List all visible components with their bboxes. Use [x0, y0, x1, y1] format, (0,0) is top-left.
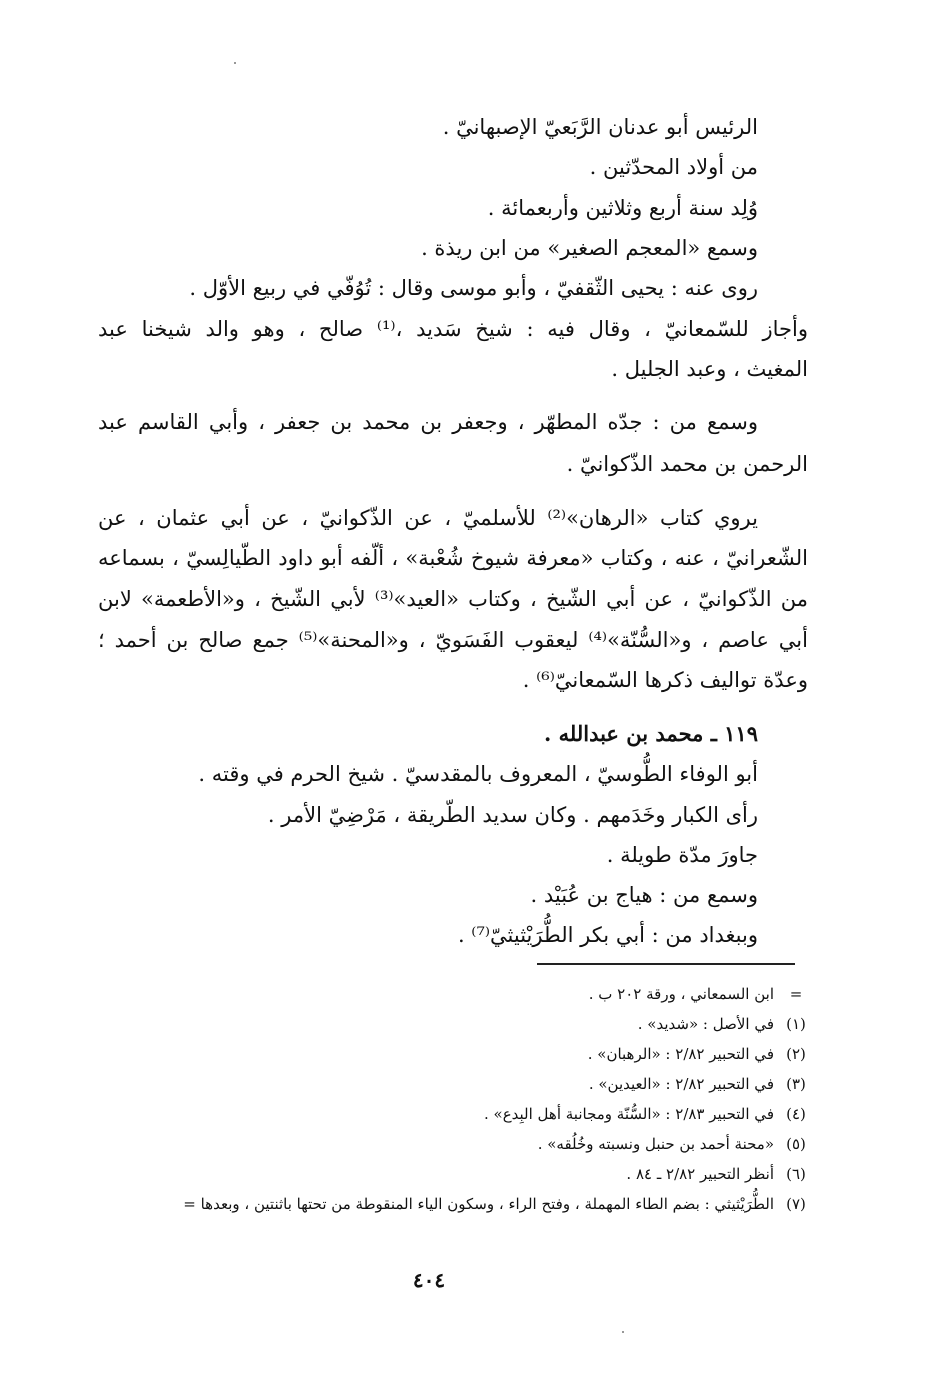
text-line: أبي عاصم ، و«السُّنّة»⁽⁴⁾ ليعقوب الفَسَويّ ، و«المحنة»⁽⁵⁾ جمع صالح بن أحمد ؛ [98, 628, 808, 652]
footnote [589, 982, 818, 1006]
footnote [626, 1162, 818, 1186]
footnote-number: (٢) [786, 1045, 806, 1063]
text-line: جاورَ مدّة طويلة . [606, 843, 758, 867]
footnote [588, 1042, 818, 1066]
scan-speck [622, 1331, 624, 1333]
footnote-number: = [789, 985, 803, 1003]
footnote-text: في التحبير ٢/٨٢ : «الرهبان» . [587, 1045, 774, 1063]
text-line: وُلِد سنة أربع وثلاثين وأربعمائة . [487, 196, 758, 220]
footnote-text: في الأصل : «شديد» . [637, 1015, 774, 1033]
footnote [183, 1192, 818, 1216]
text-line: الرئيس أبو عدنان الرَّبَعيّ الإصبهانيّ . [442, 115, 758, 139]
footnote-number: (٤) [786, 1105, 806, 1123]
text-line: يروي كتاب «الرهان»⁽²⁾ للأسلميّ ، عن الذّكوانيّ ، عن أبي عثمان ، عن [98, 506, 758, 530]
footnote-number: (٥) [786, 1135, 806, 1153]
footnote-number: (٦) [786, 1165, 806, 1183]
footnote [538, 1132, 818, 1156]
footnote-number: (١) [786, 1015, 806, 1033]
text-line: رأى الكبار وخَدَمهم . وكان سديد الطّريقة ، مَرْضِيّ الأمر . [267, 803, 758, 827]
page-number: ٤٠٤ [412, 1268, 446, 1292]
footnote-text: الطُّرَيْثيثي : بضم الطاء المهملة ، وفتح الراء ، وسكون الياء المنقوطة من تحتها باثنتين ، وبعدها = [183, 1195, 774, 1213]
text-line: الرحمن بن محمد الذّكوانيّ . [566, 452, 808, 476]
footnote-text: في التحبير ٢/٨٢ : «العيدين» . [588, 1075, 774, 1093]
text-line: وسمع من : جدّه المطهّر ، وجعفر بن محمد بن جعفر ، وأبي القاسم عبد [98, 410, 758, 434]
text-line: وأجاز للسّمعانيّ ، وقال فيه : شيخ سَديد ،⁽¹⁾ صالح ، وهو والد شيخنا عبد [98, 317, 808, 341]
footnote-number: (٧) [786, 1195, 806, 1213]
footnote-text: ابن السمعاني ، ورقة ٢٠٢ ب . [588, 985, 774, 1003]
footnote-separator [537, 963, 795, 965]
text-line: وعدّة تواليف ذكرها السّمعانيّ⁽⁶⁾ . [522, 668, 808, 692]
text-line: من أولاد المحدّثين . [589, 155, 758, 179]
text-line: المغيث ، وعبد الجليل . [611, 357, 808, 381]
text-line: وسمع من : هياج بن عُبَيْد . [530, 883, 758, 907]
text-line: الشّعرانيّ ، عنه ، وكتاب «معرفة شيوخ شُعْبة» ، ألّفه أبو داود الطّيالِسيّ ، بسماعه [98, 546, 808, 570]
footnote [638, 1012, 818, 1036]
scan-speck [234, 62, 236, 64]
entry-heading: ١١٩ ـ محمد بن عبدالله . [544, 721, 758, 746]
footnote-text: «محنة أحمد بن حنبل ونسبته وخُلُقه» . [537, 1135, 774, 1153]
text-line: وسمع «المعجم الصغير» من ابن ريذة . [421, 236, 758, 260]
footnote-text: في التحبير ٢/٨٣ : «السُّنّة ومجانبة أهل البِدع» . [483, 1105, 774, 1123]
footnote [589, 1072, 818, 1096]
text-line: من الذّكوانيّ ، عن أبي الشّيخ ، وكتاب «العيد»⁽³⁾ لأبي الشّيخ ، و«الأطعمة» لابن [98, 587, 808, 611]
footnote-text: أنظر التحبير ٢/٨٢ ـ ٨٤ . [626, 1165, 774, 1183]
text-line: وببغداد من : أبي بكر الطُّرَيْثيثيّ⁽⁷⁾ . [457, 923, 758, 947]
text-line: روى عنه : يحيى الثّقفيّ ، وأبو موسى وقال : تُوُفّي في ربيع الأوّل . [189, 276, 758, 300]
footnote [484, 1102, 818, 1126]
footnote-number: (٣) [786, 1075, 806, 1093]
text-line: أبو الوفاء الطُّوسيّ ، المعروف بالمقدسيّ . شيخ الحرم في وقته . [198, 762, 758, 786]
